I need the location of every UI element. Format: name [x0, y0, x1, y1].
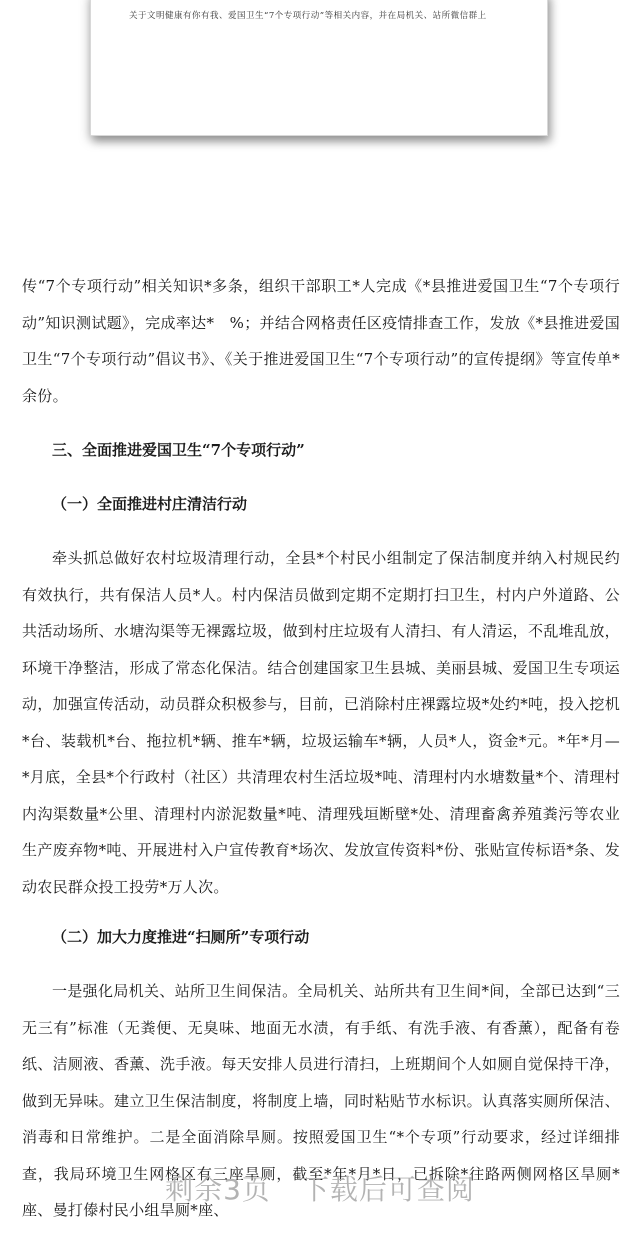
document-body [22, 268, 620, 1229]
paragraph: 一是强化局机关、站所卫生间保洁。全局机关、站所共有卫生间*间，全部已达到“三无三有”标准（无粪便、无臭味、地面无水渍，有手纸、有洗手液、有香薰），配备有卷纸、洁厕液、香薰、洗手液。每天安排人员进行清扫，上班期间个人如厕自觉保持干净，做到无异味。建立卫生保洁制度，将制度上墙，同时粘贴节水标识。认真落实厕所保洁、消毒和日常维护。二是全面消除旱厕。按照爱国卫生“*个专项”行动要求，经过详细排查，我局环境卫生网格区有三座旱厕，截至*年*月*日，已拆除*往路两侧网格区旱厕*座、曼打傣村民小组旱厕*座、 [22, 982, 620, 1219]
preview-text-line: 关于文明健康有你有我、爱国卫生“7个专项行动”等相关内容，并在局机关、站所微信群上 [129, 11, 487, 21]
subsection-heading: （二）加大力度推进“扫厕所”专项行动 [52, 928, 310, 946]
paragraph: 牵头抓总做好农村垃圾清理行动，全县*个村民小组制定了保洁制度并纳入村规民约有效执行，共有保洁人员*人。村内保洁员做到定期不定期打扫卫生，村内户外道路、公共活动场所、水塘沟渠等无裸露垃圾，做到村庄垃圾有人清扫、有人清运，不乱堆乱放，环境干净整洁，形成了常态化保洁。结合创建国家卫生县城、美丽县城、爱国卫生专项运动，加强宣传活动，动员群众积极参与，目前，已消除村庄裸露垃圾*处约*吨，投入挖机*台、装载机*台、拖拉机*辆、推车*辆，垃圾运输车*辆，人员*人，资金*元。*年*月—*月底，全县*个行政村（社区）共清理农村生活垃圾*吨、清理村内水塘数量*个、清理村内沟渠数量*公里、清理村内淤泥数量*吨、清理残垣断壁*处、清理畜禽养殖粪污等农业生产废弃物*吨、开展进村入户宣传教育*场次、发放宣传资料*份、张贴宣传标语*条、发动农民群众投工投劳*万人次。 [22, 549, 620, 896]
paragraph: 传“7个专项行动”相关知识*多条，组织干部职工*人完成《*县推进爱国卫生“7个专项行动”知识测试题》，完成率达* %；并结合网格责任区疫情排查工作，发放《*县推进爱国卫生“7个专项行动”倡议书》、《关于推进爱国卫生“7个专项行动”的宣传提纲》等宣传单*余份。 [22, 277, 620, 405]
download-to-view-label[interactable]: 下载后可查阅 [300, 1173, 475, 1206]
download-prompt[interactable] [0, 1158, 640, 1218]
previous-page-preview [0, 0, 640, 160]
page-thumbnail [90, 0, 548, 136]
subsection-heading: （一）全面推进村庄清洁行动 [52, 495, 248, 513]
section-heading: 三、全面推进爱国卫生“7个专项行动” [52, 441, 305, 459]
remaining-pages-label[interactable]: 剩余3页 [165, 1173, 271, 1206]
